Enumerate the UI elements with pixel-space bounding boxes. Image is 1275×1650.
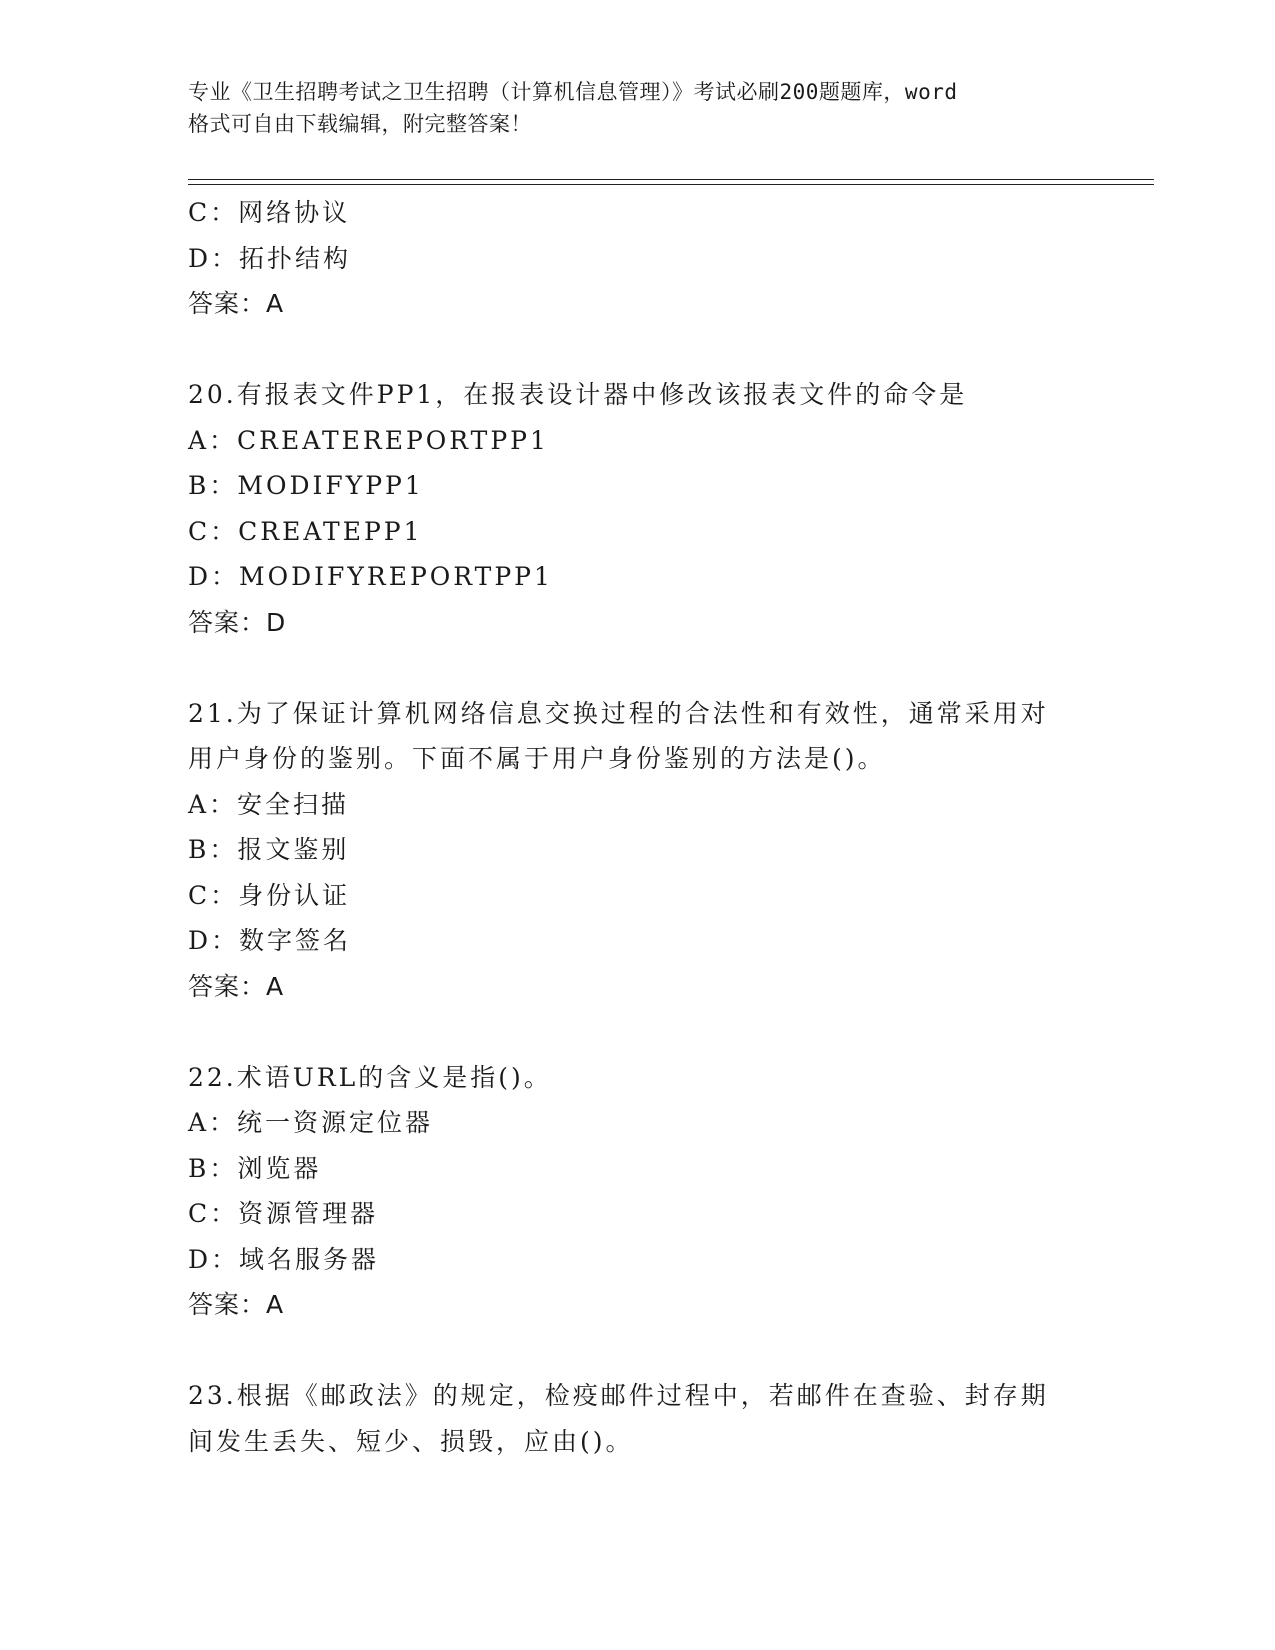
spacer (188, 645, 1108, 691)
page-header (188, 76, 1088, 140)
q23-question-line-1: 23.根据《邮政法》的规定，检疫邮件过程中，若邮件在查验、封存期 (188, 1381, 1049, 1410)
q22-question: 22.术语URL的含义是指()。 (188, 1062, 552, 1092)
q20-option-a: A：CREATEREPORTPP1 (188, 425, 549, 455)
q20-option-c: C：CREATEPP1 (188, 516, 423, 546)
spacer (188, 1009, 1108, 1055)
header-line-2: 格式可自由下载编辑，附完整答案！ (188, 112, 532, 136)
question-22 (188, 1055, 1108, 1328)
q21-option-a: A：安全扫描 (188, 789, 350, 819)
question-23 (188, 1373, 1108, 1464)
q20-answer: 答案：D (188, 607, 287, 637)
q21-option-d: D：数字签名 (188, 926, 352, 955)
q20-question: 20.有报表文件PP1，在报表设计器中修改该报表文件的命令是 (188, 380, 968, 409)
q19-answer: 答案：A (188, 289, 285, 318)
q21-option-b: B：报文鉴别 (188, 835, 350, 864)
q22-option-a: A：统一资源定位器 (188, 1108, 434, 1137)
q20-option-b: B：MODIFYPP1 (188, 471, 424, 500)
q23-question-line-2: 间发生丢失、短少、损毁，应由()。 (188, 1426, 634, 1456)
q19-option-d: D：拓扑结构 (188, 243, 352, 273)
header-line-1: 专业《卫生招聘考试之卫生招聘（计算机信息管理）》考试必刷200题题库，word (188, 80, 958, 104)
q21-question-line-1: 21.为了保证计算机网络信息交换过程的合法性和有效性，通常采用对 (188, 698, 1049, 728)
question-19 (188, 190, 1108, 327)
question-list (188, 190, 1108, 1464)
header-rule-bottom (188, 184, 1154, 185)
q22-option-c: C：资源管理器 (188, 1199, 379, 1228)
q21-question-line-2: 用户身份的鉴别。下面不属于用户身份鉴别的方法是()。 (188, 744, 886, 773)
q22-option-d: D：域名服务器 (188, 1244, 380, 1274)
question-21 (188, 691, 1108, 1010)
q21-option-c: C：身份认证 (188, 880, 351, 910)
q22-option-b: B：浏览器 (188, 1153, 322, 1183)
q20-option-d: D：MODIFYREPORTPP1 (188, 562, 553, 591)
q21-answer: 答案：A (188, 971, 285, 1001)
header-rule-top (188, 179, 1154, 180)
spacer (188, 327, 1108, 373)
q22-answer: 答案：A (188, 1290, 285, 1319)
question-20 (188, 372, 1108, 645)
q19-option-c: C：网络协议 (188, 198, 351, 227)
spacer (188, 1328, 1108, 1374)
